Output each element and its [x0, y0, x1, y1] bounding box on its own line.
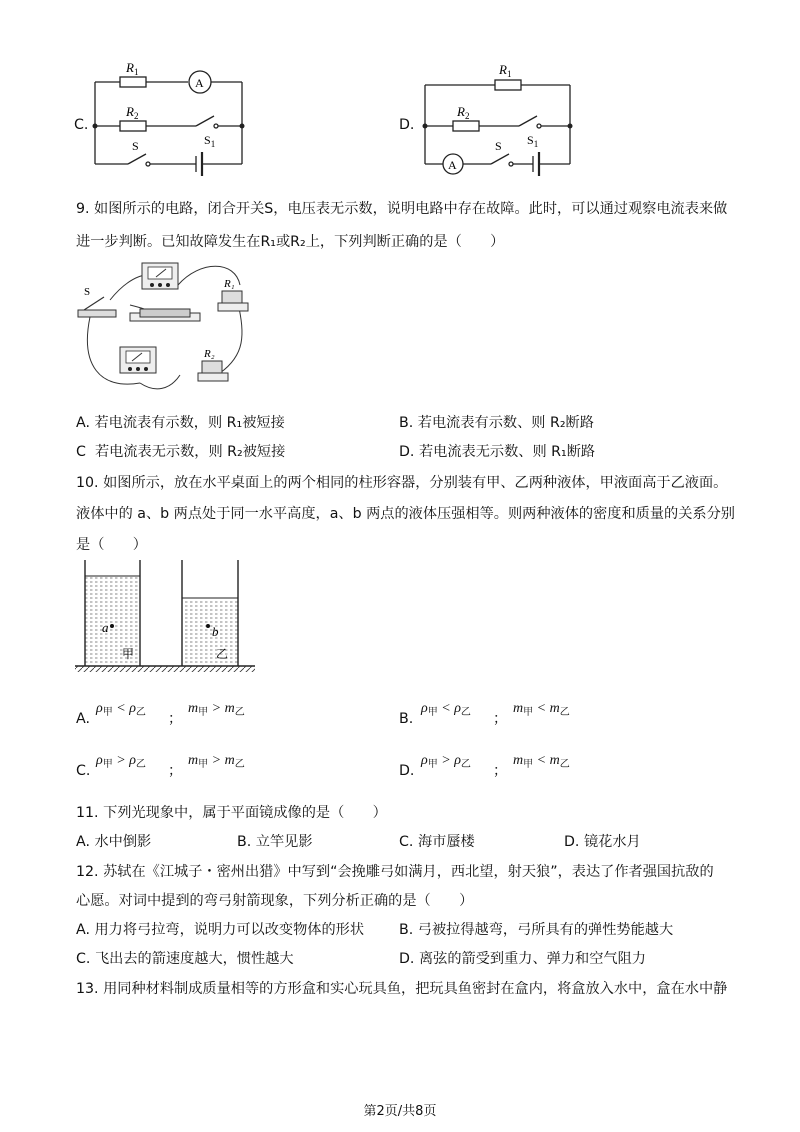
- svg-text:S: S: [495, 139, 502, 153]
- q9-option-c[interactable]: C 若电流表无示数，则 R₂被短接: [76, 444, 286, 460]
- svg-text:S: S: [132, 139, 139, 153]
- q9-option-d[interactable]: D. 若电流表无示数、则 R₁断路: [399, 444, 596, 460]
- circuit-diagram-d: [395, 52, 585, 182]
- q12-option-b[interactable]: B. 弓被拉得越弯，弓所具有的弹性势能越大: [399, 922, 674, 938]
- q9-circuit-photo: [70, 255, 250, 395]
- svg-text:甲: 甲: [122, 647, 135, 661]
- q11-option-c[interactable]: C. 海市蜃楼: [399, 834, 475, 850]
- svg-text:R1: $R_1$: [126, 60, 139, 77]
- svg-text:a: a: [102, 620, 109, 635]
- page-footer: 第2页/共8页: [363, 1104, 437, 1119]
- r1-label: R: [126, 60, 134, 75]
- q10-option-a[interactable]: A. $\rho_甲 < \rho_乙$ ； $m_甲 > m_乙$: [76, 701, 245, 727]
- q12-option-c[interactable]: C. 飞出去的箭速度越大，惯性越大: [76, 951, 294, 967]
- svg-text:R1: $R_1$: [499, 62, 512, 79]
- q9-option-a[interactable]: A. 若电流表有示数，则 R₁被短接: [76, 415, 285, 431]
- q10-stem-line2: 液体中的 a、b 两点处于同一水平高度，a、b 两点的液体压强相等。则两种液体的密度和质量的关系分别: [76, 506, 735, 522]
- q12-stem-line2: 心愿。对词中提到的弯弓射箭现象，下列分析正确的是（ ）: [76, 893, 474, 909]
- q10-stem-line3: 是（ ）: [76, 537, 147, 553]
- q10-stem-line1: 10. 如图所示，放在水平桌面上的两个相同的柱形容器，分别装有甲、乙两种液体，甲液面高于乙液面。: [76, 475, 728, 491]
- option-label: D.: [399, 117, 415, 133]
- svg-text:S1: $S_1$: [204, 133, 216, 149]
- svg-text:R2: $R_2$: [126, 104, 139, 121]
- svg-text:R₂: R₂: [204, 348, 215, 360]
- q11-stem: 11. 下列光现象中，属于平面镜成像的是（ ）: [76, 805, 387, 821]
- q12-stem-line1: 12. 苏轼在《江城子・密州出猎》中写到“会挽雕弓如满月，西北望，射天狼”，表达了作者强国抗敌的: [76, 864, 714, 880]
- svg-text:R2: $R_2$: [457, 104, 470, 121]
- q10-option-c[interactable]: C. $\rho_甲 > \rho_乙$ ； $m_甲 > m_乙$: [76, 753, 245, 779]
- q9-stem-line1: 9. 如图所示的电路，闭合开关S，电压表无示数，说明电路中存在故障。此时，可以通过观察电流表来做: [76, 201, 728, 217]
- circuit-diagram-c: [70, 52, 260, 177]
- option-label: C.: [74, 117, 89, 133]
- q9-stem-line2: 进一步判断。已知故障发生在R₁或R₂上，下列判断正确的是（ ）: [76, 234, 505, 250]
- q10-containers-figure: [70, 560, 260, 675]
- ammeter-icon: A: [448, 158, 457, 172]
- q8-option-c: [70, 52, 260, 177]
- q8-option-d: [395, 52, 585, 182]
- svg-text:b: b: [212, 624, 219, 639]
- q11-option-b[interactable]: B. 立竿见影: [237, 834, 313, 850]
- q11-option-a[interactable]: A. 水中倒影: [76, 834, 152, 850]
- q9-option-b[interactable]: B. 若电流表有示数、则 R₂断路: [399, 415, 594, 431]
- q13-stem-line1: 13. 用同种材料制成质量相等的方形盒和实心玩具鱼，把玩具鱼密封在盒内，将盒放入水中，盒在水中静: [76, 981, 728, 997]
- svg-text:S1: $S_1$: [527, 133, 539, 149]
- ammeter-icon: A: [195, 76, 204, 90]
- svg-text:R₁: R₁: [224, 278, 235, 290]
- q12-option-a[interactable]: A. 用力将弓拉弯，说明力可以改变物体的形状: [76, 922, 365, 938]
- q10-option-b[interactable]: B. $\rho_甲 < \rho_乙$ ； $m_甲 < m_乙$: [399, 701, 570, 727]
- svg-text:乙: 乙: [216, 647, 229, 661]
- q11-option-d[interactable]: D. 镜花水月: [564, 834, 641, 850]
- q12-option-d[interactable]: D. 离弦的箭受到重力、弹力和空气阻力: [399, 951, 646, 967]
- svg-text:S: S: [84, 286, 91, 298]
- q10-option-d[interactable]: D. $\rho_甲 > \rho_乙$ ； $m_甲 < m_乙$: [399, 753, 570, 779]
